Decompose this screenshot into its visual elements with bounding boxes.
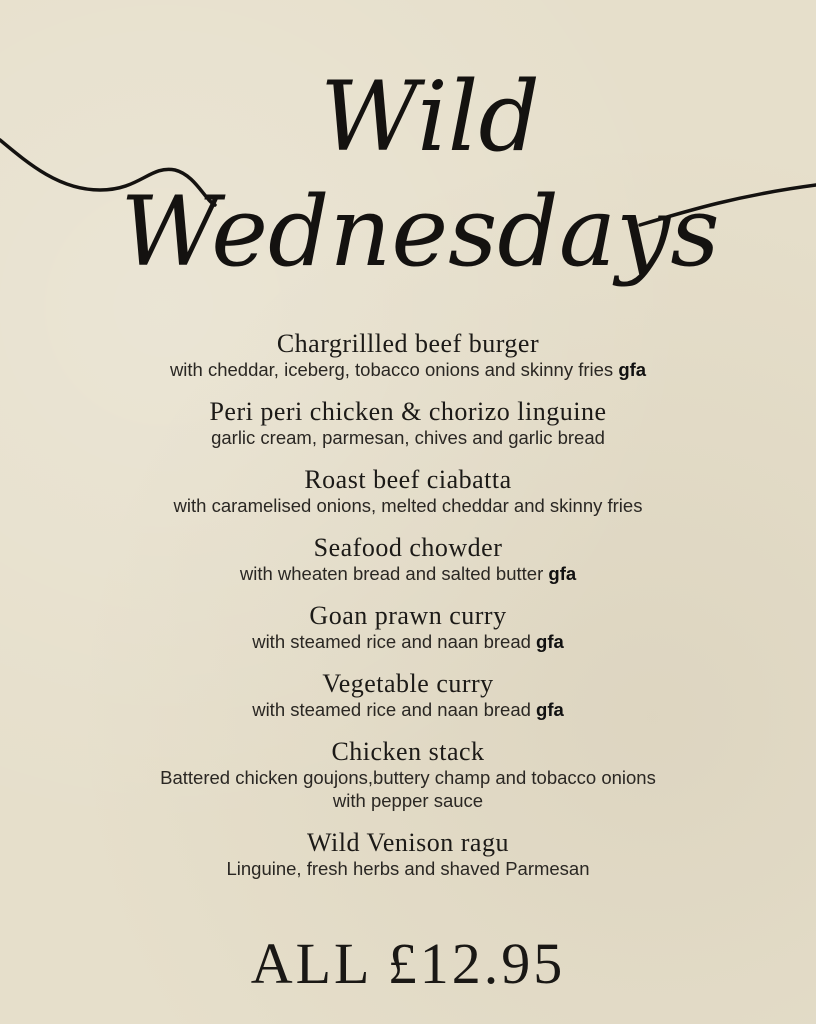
item-description: garlic cream, parmesan, chives and garlic bread	[211, 427, 605, 448]
gfa-badge: gfa	[618, 359, 647, 380]
menu-list	[0, 330, 816, 897]
item-description-line-2: with pepper sauce	[332, 790, 484, 811]
item-name: Chargrillled beef burger	[276, 329, 540, 358]
title-graphic	[0, 0, 816, 320]
menu-item	[0, 829, 816, 880]
gfa-badge: gfa	[536, 699, 564, 720]
item-description: with steamed rice and naan bread gfa	[252, 699, 564, 720]
menu-item	[0, 670, 816, 721]
price-label: ALL £12.95	[250, 931, 566, 996]
menu-item	[0, 330, 816, 381]
gfa-badge: gfa	[548, 563, 577, 584]
item-description: Linguine, fresh herbs and shaved Parmesan	[226, 858, 590, 879]
item-description: with cheddar, iceberg, tobacco onions and skinny fries gfa	[169, 359, 647, 380]
item-name: Vegetable curry	[322, 669, 494, 698]
title-line-1: Wild	[320, 61, 540, 173]
menu-item	[0, 398, 816, 449]
menu-item	[0, 534, 816, 585]
item-description: with wheaten bread and salted butter gfa	[239, 563, 577, 584]
title-line-2: Wednesdays	[120, 176, 720, 288]
item-description: with caramelised onions, melted cheddar and skinny fries	[173, 495, 643, 516]
menu-item	[0, 602, 816, 653]
item-name: Peri peri chicken & chorizo linguine	[209, 397, 607, 426]
item-description: Battered chicken goujons,buttery champ and tobacco onions	[160, 767, 656, 788]
item-name: Seafood chowder	[313, 533, 503, 562]
item-name: Chicken stack	[331, 737, 485, 766]
item-name: Wild Venison ragu	[307, 828, 509, 857]
item-description: with steamed rice and naan bread gfa	[252, 631, 564, 652]
item-name: Roast beef ciabatta	[304, 465, 512, 494]
menu-item	[0, 738, 816, 812]
menu-item	[0, 466, 816, 517]
item-name: Goan prawn curry	[309, 601, 507, 630]
gfa-badge: gfa	[536, 631, 564, 652]
